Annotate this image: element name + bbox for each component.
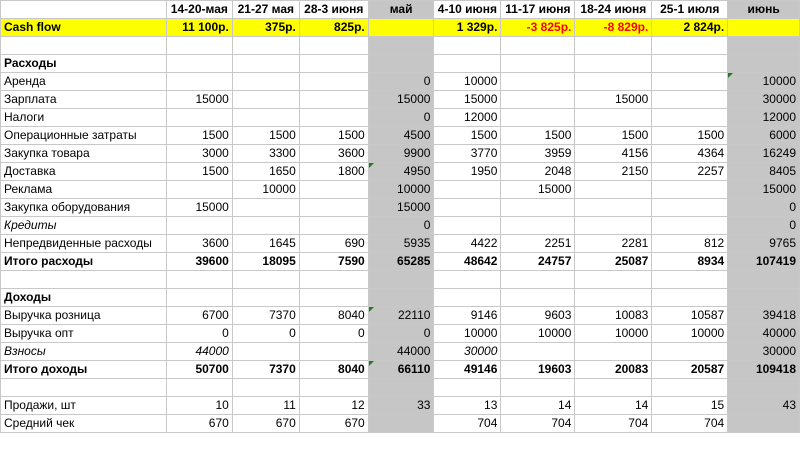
cell[interactable]: 0 [368, 73, 434, 91]
cell[interactable] [166, 181, 232, 199]
header-cell[interactable]: 11-17 июня [501, 1, 575, 19]
cell[interactable] [434, 199, 501, 217]
header-cell[interactable]: июнь [728, 1, 800, 19]
cell[interactable]: 3600 [299, 145, 368, 163]
cell[interactable] [368, 37, 434, 55]
cell[interactable]: 4156 [575, 145, 652, 163]
data-row [1, 91, 800, 109]
cell[interactable]: 13 [434, 397, 501, 415]
cell[interactable]: 10083 [575, 307, 652, 325]
cell[interactable]: 44000 [166, 343, 232, 361]
cell[interactable] [299, 343, 368, 361]
cell[interactable]: 20083 [575, 361, 652, 379]
cell[interactable] [575, 289, 652, 307]
cell[interactable]: 3000 [166, 145, 232, 163]
cell[interactable] [299, 37, 368, 55]
cell[interactable] [232, 289, 299, 307]
header-cell[interactable]: 28-3 июня [299, 1, 368, 19]
cell[interactable] [501, 55, 575, 73]
cell[interactable] [166, 289, 232, 307]
cell[interactable]: 33 [368, 397, 434, 415]
cell[interactable] [652, 109, 728, 127]
cell[interactable]: 2048 [501, 163, 575, 181]
data-row [1, 127, 800, 145]
cell[interactable] [575, 271, 652, 289]
cell[interactable]: 11 [232, 397, 299, 415]
cell[interactable] [368, 379, 434, 397]
cell[interactable] [501, 379, 575, 397]
cell[interactable] [575, 109, 652, 127]
cell[interactable] [501, 91, 575, 109]
cell[interactable]: 704 [575, 415, 652, 433]
cell[interactable] [232, 199, 299, 217]
cell[interactable] [1, 37, 167, 55]
cell[interactable]: 10000 [434, 73, 501, 91]
cell[interactable] [299, 73, 368, 91]
cell[interactable]: 7590 [299, 253, 368, 271]
cell[interactable]: 10000 [652, 325, 728, 343]
cell[interactable] [575, 199, 652, 217]
cell[interactable]: 8040 [299, 361, 368, 379]
cell[interactable]: 6700 [166, 307, 232, 325]
cell[interactable]: 6000 [728, 127, 800, 145]
cell[interactable]: 1500 [575, 127, 652, 145]
cell[interactable]: 109418 [728, 361, 800, 379]
row-label[interactable]: Выручка розница [1, 307, 167, 325]
cell[interactable]: 0 [232, 325, 299, 343]
cell[interactable] [652, 55, 728, 73]
cell[interactable] [575, 217, 652, 235]
cell[interactable]: 10000 [728, 73, 800, 91]
cell[interactable]: 9900 [368, 145, 434, 163]
cell[interactable]: 1500 [166, 127, 232, 145]
cell[interactable] [575, 379, 652, 397]
cell[interactable] [434, 217, 501, 235]
cell[interactable] [166, 55, 232, 73]
cell[interactable] [501, 109, 575, 127]
cell[interactable]: 15 [652, 397, 728, 415]
row-label[interactable]: Налоги [1, 109, 167, 127]
cell[interactable]: 1500 [501, 127, 575, 145]
data-row [1, 307, 800, 325]
cell[interactable]: 40000 [728, 325, 800, 343]
cell[interactable]: 9603 [501, 307, 575, 325]
cell[interactable] [575, 343, 652, 361]
header-cell[interactable]: 18-24 июня [575, 1, 652, 19]
cell[interactable] [434, 181, 501, 199]
blank-row [1, 271, 800, 289]
cell[interactable]: 2 824р. [652, 19, 728, 37]
data-row [1, 325, 800, 343]
cell[interactable]: 12000 [434, 109, 501, 127]
cell[interactable]: 0 [368, 325, 434, 343]
cell[interactable] [728, 289, 800, 307]
row-label[interactable]: Продажи, шт [1, 397, 167, 415]
cell[interactable]: 20587 [652, 361, 728, 379]
cell[interactable] [299, 91, 368, 109]
cell[interactable] [652, 199, 728, 217]
row-label[interactable]: Реклама [1, 181, 167, 199]
cell[interactable] [368, 271, 434, 289]
header-cell[interactable]: 21-27 мая [232, 1, 299, 19]
cell[interactable] [1, 379, 167, 397]
cell[interactable]: 12000 [728, 109, 800, 127]
cell[interactable]: 3600 [166, 235, 232, 253]
cell[interactable]: 15000 [166, 91, 232, 109]
cell[interactable] [232, 37, 299, 55]
cell[interactable]: 704 [652, 415, 728, 433]
cell[interactable]: 65285 [368, 253, 434, 271]
row-label[interactable]: Средний чек [1, 415, 167, 433]
header-cell[interactable]: май [368, 1, 434, 19]
cell[interactable] [652, 289, 728, 307]
cell[interactable]: 11 100р. [166, 19, 232, 37]
cell[interactable]: 1500 [166, 163, 232, 181]
cell[interactable]: 25087 [575, 253, 652, 271]
cell[interactable] [652, 343, 728, 361]
cell[interactable] [299, 109, 368, 127]
cell[interactable] [166, 271, 232, 289]
cell[interactable] [652, 379, 728, 397]
cell[interactable]: 14 [575, 397, 652, 415]
cell[interactable]: 1500 [232, 127, 299, 145]
cell[interactable]: 10000 [434, 325, 501, 343]
cell[interactable]: 14 [501, 397, 575, 415]
cell[interactable]: 24757 [501, 253, 575, 271]
cell[interactable]: 2281 [575, 235, 652, 253]
data-row [1, 415, 800, 433]
cell[interactable] [434, 55, 501, 73]
cell[interactable] [652, 73, 728, 91]
cell[interactable]: 15000 [368, 199, 434, 217]
cell[interactable]: 0 [728, 217, 800, 235]
header-cell[interactable]: 25-1 июля [652, 1, 728, 19]
cell[interactable] [1, 271, 167, 289]
cell[interactable]: 30000 [728, 91, 800, 109]
header-cell[interactable] [1, 1, 167, 19]
row-label[interactable]: Закупка товара [1, 145, 167, 163]
cell[interactable]: 15000 [728, 181, 800, 199]
header-cell[interactable]: 14-20-мая [166, 1, 232, 19]
cell[interactable]: 7370 [232, 307, 299, 325]
header-row [1, 1, 800, 19]
cell[interactable] [501, 217, 575, 235]
data-row [1, 343, 800, 361]
cell[interactable] [368, 289, 434, 307]
cell[interactable]: 10000 [368, 181, 434, 199]
cash-flow-row [1, 19, 800, 37]
cell[interactable] [232, 217, 299, 235]
cell[interactable]: 10000 [232, 181, 299, 199]
data-row [1, 73, 800, 91]
cell[interactable]: 15000 [368, 91, 434, 109]
data-row [1, 199, 800, 217]
cell[interactable]: 670 [232, 415, 299, 433]
cell[interactable]: -3 825р. [501, 19, 575, 37]
data-row [1, 163, 800, 181]
cell[interactable] [575, 73, 652, 91]
cell[interactable] [299, 379, 368, 397]
section-title[interactable]: Доходы [1, 289, 167, 307]
cell[interactable]: 1950 [434, 163, 501, 181]
cell[interactable] [232, 379, 299, 397]
cell[interactable] [575, 37, 652, 55]
cell[interactable] [501, 199, 575, 217]
cell[interactable]: 5935 [368, 235, 434, 253]
cell[interactable] [299, 271, 368, 289]
cell[interactable]: 0 [368, 109, 434, 127]
cell[interactable]: 50700 [166, 361, 232, 379]
blank-row [1, 37, 800, 55]
data-row [1, 235, 800, 253]
row-label[interactable]: Непредвиденные расходы [1, 235, 167, 253]
cell[interactable] [368, 415, 434, 433]
cell[interactable]: 15000 [501, 181, 575, 199]
cell[interactable] [652, 271, 728, 289]
cell[interactable] [501, 289, 575, 307]
cell[interactable]: 3959 [501, 145, 575, 163]
cell[interactable]: 49146 [434, 361, 501, 379]
cell[interactable] [434, 271, 501, 289]
cell[interactable]: 7370 [232, 361, 299, 379]
section-title-row [1, 289, 800, 307]
cell[interactable] [166, 217, 232, 235]
cell[interactable]: 1 329р. [434, 19, 501, 37]
cell[interactable]: 2257 [652, 163, 728, 181]
cell[interactable]: 3770 [434, 145, 501, 163]
cell[interactable] [501, 37, 575, 55]
cell[interactable] [368, 19, 434, 37]
cell[interactable] [299, 199, 368, 217]
cell[interactable]: 10587 [652, 307, 728, 325]
cell[interactable]: 1800 [299, 163, 368, 181]
cell[interactable] [166, 73, 232, 91]
row-label[interactable]: Итого расходы [1, 253, 167, 271]
cell[interactable]: 10000 [501, 325, 575, 343]
row-label[interactable]: Cash flow [1, 19, 167, 37]
cell[interactable]: 2251 [501, 235, 575, 253]
cell[interactable] [166, 379, 232, 397]
cell[interactable]: 43 [728, 397, 800, 415]
data-row [1, 181, 800, 199]
cell[interactable]: 19603 [501, 361, 575, 379]
cell[interactable] [501, 343, 575, 361]
cell[interactable]: -8 829р. [575, 19, 652, 37]
cell[interactable] [299, 181, 368, 199]
cell[interactable]: 44000 [368, 343, 434, 361]
cell[interactable]: 9146 [434, 307, 501, 325]
cell[interactable]: 15000 [434, 91, 501, 109]
cell[interactable]: 0 [166, 325, 232, 343]
cell[interactable]: 15000 [575, 91, 652, 109]
row-label[interactable]: Итого доходы [1, 361, 167, 379]
data-row [1, 397, 800, 415]
cell[interactable] [232, 91, 299, 109]
cell[interactable]: 2150 [575, 163, 652, 181]
cell[interactable] [501, 271, 575, 289]
cell[interactable]: 4364 [652, 145, 728, 163]
cell[interactable] [728, 37, 800, 55]
cell[interactable] [166, 109, 232, 127]
cell[interactable]: 670 [299, 415, 368, 433]
cell[interactable]: 18095 [232, 253, 299, 271]
cell[interactable] [728, 55, 800, 73]
cell[interactable] [434, 379, 501, 397]
blank-row [1, 379, 800, 397]
cell[interactable]: 704 [434, 415, 501, 433]
cell[interactable]: 12 [299, 397, 368, 415]
cell[interactable] [652, 91, 728, 109]
row-label[interactable]: Доставка [1, 163, 167, 181]
cell[interactable]: 3300 [232, 145, 299, 163]
cell[interactable]: 825р. [299, 19, 368, 37]
cell[interactable]: 30000 [434, 343, 501, 361]
total-row [1, 253, 800, 271]
row-label[interactable]: Взносы [1, 343, 167, 361]
cell[interactable] [728, 271, 800, 289]
cell[interactable] [652, 217, 728, 235]
data-row [1, 145, 800, 163]
cell[interactable] [299, 55, 368, 73]
cell[interactable] [434, 37, 501, 55]
cell[interactable]: 10 [166, 397, 232, 415]
cell[interactable]: 48642 [434, 253, 501, 271]
cell[interactable]: 39600 [166, 253, 232, 271]
cell[interactable]: 66110 [368, 361, 434, 379]
cell[interactable] [232, 73, 299, 91]
cell[interactable] [232, 271, 299, 289]
cell[interactable]: 704 [501, 415, 575, 433]
cell[interactable]: 0 [299, 325, 368, 343]
cell[interactable]: 4422 [434, 235, 501, 253]
cell[interactable] [652, 37, 728, 55]
cell[interactable] [232, 109, 299, 127]
cell[interactable] [728, 19, 800, 37]
data-row [1, 217, 800, 235]
cell[interactable] [575, 55, 652, 73]
cell[interactable]: 30000 [728, 343, 800, 361]
section-title-row [1, 55, 800, 73]
cell[interactable]: 10000 [575, 325, 652, 343]
cell[interactable] [501, 73, 575, 91]
row-label[interactable]: Зарплата [1, 91, 167, 109]
cell[interactable]: 107419 [728, 253, 800, 271]
cell[interactable] [299, 289, 368, 307]
cell[interactable]: 8934 [652, 253, 728, 271]
cell[interactable]: 15000 [166, 199, 232, 217]
cell[interactable]: 8405 [728, 163, 800, 181]
cell[interactable] [166, 37, 232, 55]
cell[interactable] [652, 181, 728, 199]
cell[interactable] [434, 289, 501, 307]
data-row [1, 109, 800, 127]
cell[interactable] [232, 343, 299, 361]
cell[interactable]: 8040 [299, 307, 368, 325]
cell[interactable]: 39418 [728, 307, 800, 325]
section-title[interactable]: Расходы [1, 55, 167, 73]
cell[interactable]: 1650 [232, 163, 299, 181]
cell[interactable]: 375р. [232, 19, 299, 37]
row-label[interactable]: Аренда [1, 73, 167, 91]
cell[interactable]: 16249 [728, 145, 800, 163]
row-label[interactable]: Операционные затраты [1, 127, 167, 145]
cell[interactable]: 4500 [368, 127, 434, 145]
total-row [1, 361, 800, 379]
cell[interactable]: 0 [368, 217, 434, 235]
cell[interactable] [575, 181, 652, 199]
cell[interactable]: 9765 [728, 235, 800, 253]
header-cell[interactable]: 4-10 июня [434, 1, 501, 19]
cell[interactable]: 670 [166, 415, 232, 433]
cell[interactable]: 690 [299, 235, 368, 253]
cell[interactable]: 1500 [299, 127, 368, 145]
cell[interactable]: 812 [652, 235, 728, 253]
cell[interactable] [368, 55, 434, 73]
cell[interactable]: 22110 [368, 307, 434, 325]
cell[interactable]: 4950 [368, 163, 434, 181]
row-label[interactable]: Выручка опт [1, 325, 167, 343]
cell[interactable] [728, 415, 800, 433]
cell[interactable] [728, 379, 800, 397]
cell[interactable] [232, 55, 299, 73]
row-label[interactable]: Кредиты [1, 217, 167, 235]
cell[interactable]: 1645 [232, 235, 299, 253]
cell[interactable]: 1500 [434, 127, 501, 145]
cell[interactable]: 1500 [652, 127, 728, 145]
row-label[interactable]: Закупка оборудования [1, 199, 167, 217]
cell[interactable] [299, 217, 368, 235]
cell[interactable]: 0 [728, 199, 800, 217]
